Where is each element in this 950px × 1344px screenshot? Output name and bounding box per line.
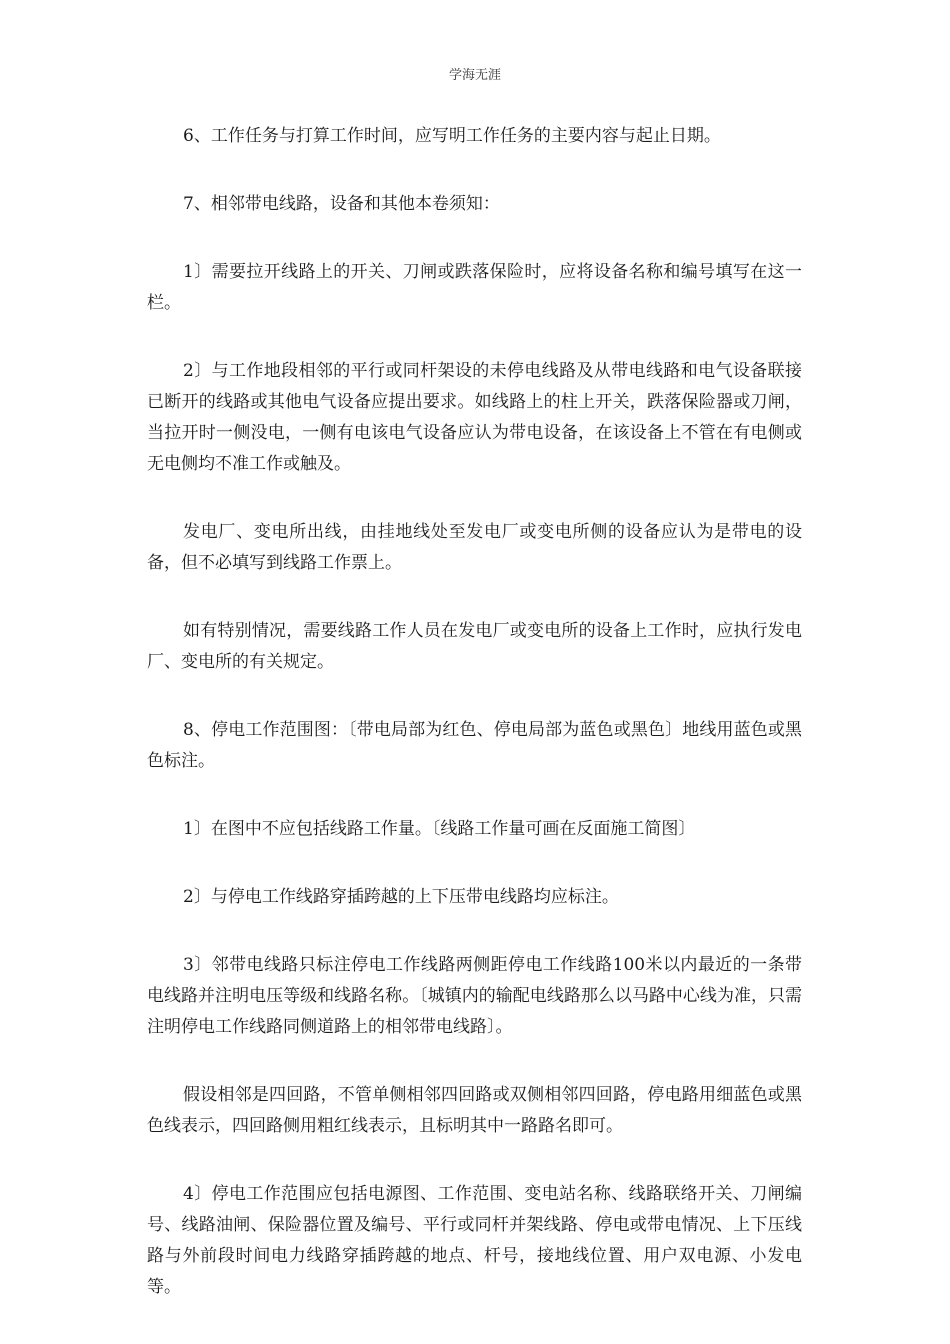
paragraph-substation-outlet: 发电厂、变电所出线，由挂地线处至发电厂或变电所侧的设备应认为是带电的设备，但不必填写到线路工作票上。 <box>147 522 802 573</box>
paragraph-item-7: 7、相邻带电线路，设备和其他本卷须知： <box>183 194 500 214</box>
paragraph-diagram-4: 4〕停电工作范围应包括电源图、工作范围、变电站名称、线路联络开关、刀闸编号、线路油闸、保险器位置及编号、平行或同杆并架线路、停电或带电情况、上下压线路与外前段时间电力线路穿插跨越的地点、杆号，接地线位置、用户双电源、小发电等。 <box>147 1184 802 1297</box>
paragraph-item-6: 6、工作任务与打算工作时间，应写明工作任务的主要内容与起止日期。 <box>183 126 721 146</box>
page-header: 学海无涯 <box>448 68 501 83</box>
paragraph-item-8: 8、停电工作范围图：〔带电局部为红色、停电局部为蓝色或黑色〕地线用蓝色或黑色标注。 <box>147 720 802 771</box>
paragraph-four-circuit: 假设相邻是四回路，不管单侧相邻四回路或双侧相邻四回路，停电路用细蓝色或黑色线表示，四回路侧用粗红线表示，且标明其中一路路名即可。 <box>147 1085 802 1136</box>
paragraph-diagram-3: 3〕邻带电线路只标注停电工作线路两侧距停电工作线路100米以内最近的一条带电线路并注明电压等级和线路名称。〔城镇内的输配电线路那么以马路中心线为准，只需注明停电工作线路同侧道路上的相邻带电线路〕。 <box>147 955 802 1037</box>
paragraph-special-case: 如有特别情况，需要线路工作人员在发电厂或变电所的设备上工作时，应执行发电厂、变电所的有关规定。 <box>147 621 802 672</box>
document-body <box>147 121 802 1340</box>
paragraph-diagram-2: 2〕与停电工作线路穿插跨越的上下压带电线路均应标注。 <box>183 887 619 907</box>
paragraph-sub-2: 2〕与工作地段相邻的平行或同杆架设的未停电线路及从带电线路和电气设备联接已断开的线路或其他电气设备应提出要求。如线路上的柱上开关，跌落保险器或刀闸，当拉开时一侧没电，一侧有电该电气设备应认为带电设备，在该设备上不管在有电侧或无电侧均不准工作或触及。 <box>147 361 802 474</box>
paragraph-sub-1: 1〕需要拉开线路上的开关、刀闸或跌落保险时，应将设备名称和编号填写在这一栏。 <box>147 262 802 313</box>
paragraph-diagram-1: 1〕在图中不应包括线路工作量。〔线路工作量可画在反面施工简图〕 <box>183 819 696 839</box>
